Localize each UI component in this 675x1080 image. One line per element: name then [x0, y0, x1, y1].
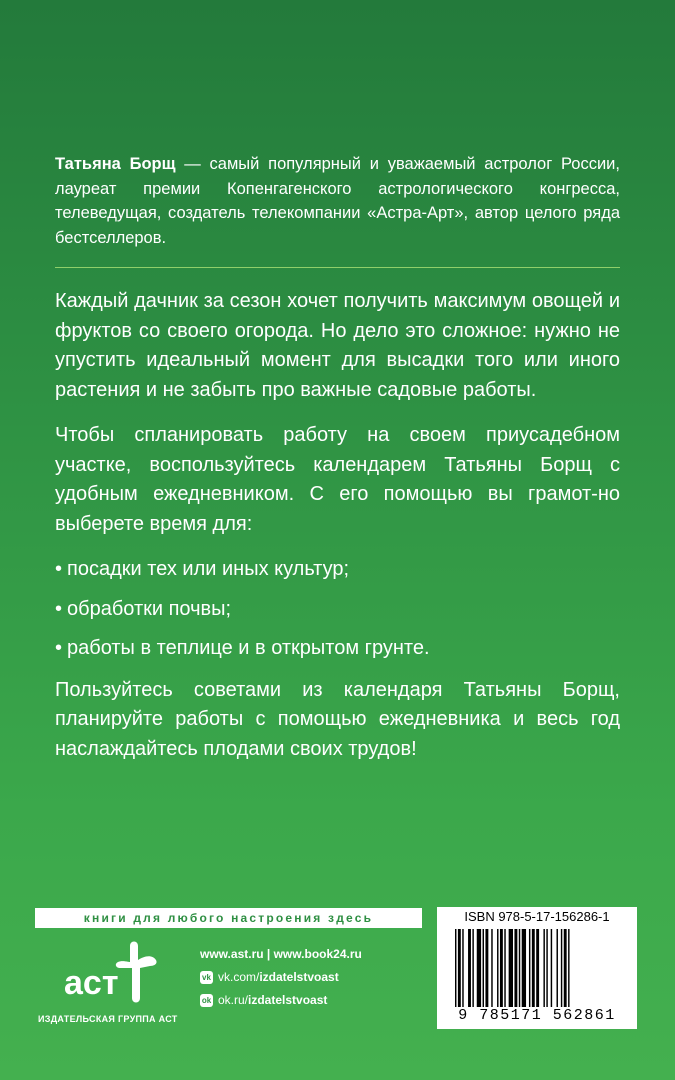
bullet-icon: •: [55, 637, 63, 659]
barcode-bar: [455, 929, 456, 1007]
barcode-bar: [564, 929, 567, 1007]
tagline-banner: книги для любого настроения здесь: [35, 908, 422, 928]
vk-icon: vk: [200, 971, 213, 984]
barcode-bar: [536, 929, 539, 1007]
author-bio: [55, 152, 620, 250]
paragraph-3: Пользуйтесь советами из календаря Татьяны Борщ, планируйте работы с помощью ежедневника и весь год наслаждайтесь плодами своих трудов!: [55, 678, 620, 760]
bullet-list: [55, 555, 620, 664]
paragraph-2: Чтобы спланировать работу на своем приусадебном участке, воспользуйтесь календарем Татьяны Борщ с удобным ежедневником. С его помощью вы грамот-но выберете время для:: [55, 424, 620, 535]
author-bio-text: — самый популярный и уважаемый астролог России, лауреат премии Копенгагенского астрологического конгресса, телеведущая, создатель телекомпании «Астра-Арт», автор целого ряда бестселлеров.: [55, 155, 620, 247]
barcode-bar: [529, 929, 530, 1007]
barcode-bar: [483, 929, 484, 1007]
ok-link[interactable]: ok ok.ru/ izdatelstvoast: [201, 993, 328, 1007]
barcode-bar: [491, 929, 492, 1007]
barcode-bar: [543, 929, 544, 1007]
bullet-icon: •: [55, 597, 63, 620]
vk-link[interactable]: vk vk.com/ izdatelstvoast: [200, 967, 362, 987]
author-name: Татьяна Борщ: [55, 155, 176, 173]
barcode-bar: [477, 929, 481, 1007]
publisher-name: ИЗДАТЕЛЬСКАЯ ГРУППА АСТ: [38, 1014, 178, 1024]
description: [55, 287, 620, 780]
barcode-bar: [462, 929, 463, 1007]
barcode-bar: [458, 929, 461, 1007]
isbn-barcode: [437, 907, 637, 1029]
barcode-bar: [522, 929, 526, 1007]
isbn-number: ISBN 978-5-17-156286-1: [464, 909, 610, 924]
barcode-bar: [504, 929, 505, 1007]
bullet-icon: •: [55, 558, 63, 580]
barcode-bar: [546, 929, 547, 1007]
barcode-icon: [455, 929, 620, 1007]
websites[interactable]: www.ast.ru | www.book24.ru: [200, 947, 362, 961]
barcode-bar: [532, 929, 535, 1007]
section-divider: [55, 267, 620, 268]
barcode-bar: [514, 929, 517, 1007]
barcode-bar: [551, 929, 552, 1007]
list-item: • работы в теплице и в открытом грунте.: [55, 634, 620, 664]
publisher-links: [200, 944, 362, 1013]
list-item: • обработки почвы;: [55, 595, 620, 625]
barcode-bar: [468, 929, 471, 1007]
barcode-bar: [568, 929, 569, 1007]
barcode-bar: [557, 929, 558, 1007]
barcode-bar: [509, 929, 513, 1007]
ast-logo-icon: [58, 938, 168, 1008]
barcode-bar: [497, 929, 498, 1007]
ok-icon: ok: [201, 995, 212, 1005]
barcode-bar: [561, 929, 562, 1007]
list-item: • посадки тех или иных культур;: [55, 555, 620, 585]
barcode-bar: [519, 929, 520, 1007]
barcode-number: 9 785171 562861: [458, 1007, 616, 1024]
barcode-bar: [485, 929, 488, 1007]
logo-text: аст: [64, 964, 119, 1002]
paragraph-1: Каждый дачник за сезон хочет получить максимум овощей и фруктов со своего огорода. Но дело это сложное: нужно не упустить идеальный момент для высадки того или иного растения и не забыть про важные садовые работы.: [55, 290, 620, 401]
barcode-bar: [500, 929, 503, 1007]
barcode-bar: [472, 929, 473, 1007]
